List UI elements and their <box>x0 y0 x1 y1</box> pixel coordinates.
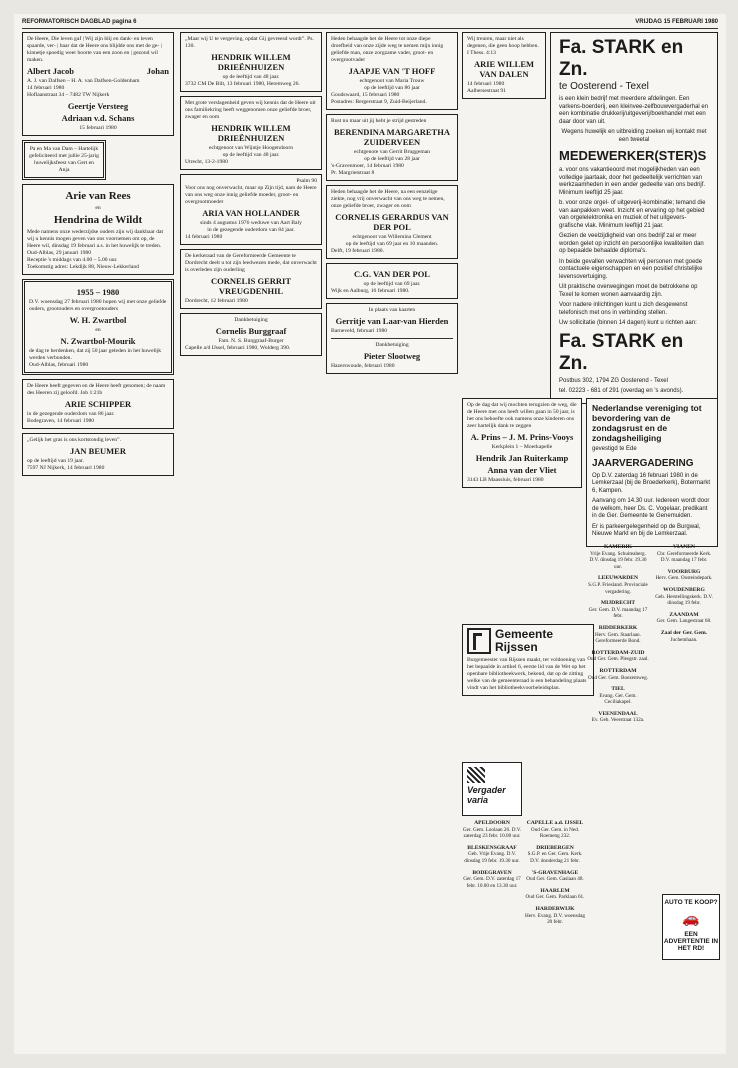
church-text: Ger. Gem. Loolaan 26. D.V. zaterdag 23 febr. 10.00 uur. <box>462 826 522 840</box>
gemeente-title-1: Gemeente <box>495 627 554 641</box>
church-name: CAPELLE a.d. IJSSEL <box>526 820 584 826</box>
thanks-name-2: Hendrik Jan Ruiterkamp <box>475 453 569 463</box>
church-item <box>652 587 716 607</box>
notice-name-vliet: Anna van der Vliet <box>487 465 557 475</box>
obituary-quote: De Heere heeft gegeven en de Heere heeft genomen; de naam des Heeren zij geloofd. Job 1:21b <box>27 383 166 396</box>
thanks-head: Dankbetuiging <box>234 317 268 323</box>
obituary-address: Aalbersestraat 91 <box>467 88 506 94</box>
wedding-address: Toekomstig adres: Lekdijk 88, Nieuw-Lekkerland <box>27 264 139 270</box>
birth-date: 14 februari 1980 <box>27 85 65 91</box>
church-grid <box>586 544 718 729</box>
deceased-spouse: sinds 4 augustus 1976 weduwe van Aart Baly <box>200 220 302 226</box>
obituary-date: 3732 CM De Bilt, 13 februari 1980, Heremweg 26. <box>185 81 300 87</box>
obituary-intro: De kerkeraad van de Gereformeerde Gemeente te Dordrecht deelt u tot zijn leedwezen mede, dat onverwacht is overleden zijn ouderling <box>185 253 317 273</box>
obituary-place: Delft, 19 februari 1980. <box>331 248 384 254</box>
church-col-mid <box>524 820 586 931</box>
stark-wanted: Wegens huwelijk en uitbreiding zoeken wij kontakt met een tweetal <box>561 129 707 143</box>
deceased-spouse: echtgenote van Gerrit Bruggeman <box>354 149 430 155</box>
church-item <box>462 820 522 840</box>
church-text: Oud Ger. Gem. Gaslaan 48. <box>526 876 584 883</box>
thanks-place: Capelle a/d IJssel, februari 1980, Wolderg 390. <box>185 345 291 351</box>
column-4-lower <box>462 398 582 492</box>
obituary-address: Postadres: Bergerstraat 9, Zuid-Beijerland. <box>331 99 427 105</box>
stark-subtitle: te Oosterend - Texel <box>559 81 649 92</box>
church-text: Vrije Evang. Schuiteaberg. D.V. dinsdag 19 febr. 19.30 uur. <box>589 550 647 570</box>
anniversary-years: 1955 – 1980 <box>76 287 120 297</box>
church-name: LEEUWARDEN <box>597 575 639 582</box>
obituary-date: Dordrecht, 12 februari 1980 <box>185 298 248 304</box>
church-name: WOUDENBERG <box>663 586 705 593</box>
church-name: HAARLEM <box>540 887 570 894</box>
obituary-date: Goudswaard, 15 februari 1980 <box>331 92 400 98</box>
vergader-varia-logo <box>462 762 522 816</box>
deceased-age: op de leeftijd van 48 jaar. <box>222 74 280 80</box>
obituary-zuiderveen <box>326 114 458 181</box>
obituary-schipper <box>22 379 174 429</box>
vereniging-text-3: Er is parkeergelegenheid op de Burgwal, Nieuwe Markt en bij de Lemkerzaal. <box>592 523 701 537</box>
deceased-name: ARIE SCHIPPER <box>64 399 132 409</box>
vereniging-title: Nederlandse vereniging tot bevordering van de zondagsrust en de zondagsheiliging <box>592 403 702 443</box>
birth-text: De Heere, Die leven gaf | Wij zijn blij en dank- en leven spaarde, ver- | baar dat de Heere ons blijdde ons met de ge- | kinnetje spoedig weer boorte van een zoon en | gezond wil maken. <box>27 36 162 63</box>
church-name: TIEL <box>611 686 625 693</box>
stark-ad-box <box>550 32 718 404</box>
obituary-intro: Heden behaagde het de Heere tot onze diepe droefheid van onze zijde weg te nemen mijn innig geliefde man, onze zorgzame vader, groot- en overgrootvader <box>331 36 444 63</box>
church-name: ROTTERDAM-ZUID <box>591 649 645 656</box>
vereniging-text: Op D.V. zaterdag 16 februari 1980 in de Lemkerzaal (bij de Broederkerk), Botermarkt 6, Kampen. <box>592 472 711 494</box>
church-text: Herv. Gem. Oosteindepark. <box>655 575 713 582</box>
column-2 <box>180 32 322 1048</box>
groom-name: Arie van Rees <box>65 190 131 202</box>
stark-e: Uit praktische overwegingen moet de betrokkene op Texel te komen wonen aanvaardig zijn. <box>559 284 698 298</box>
church-text: Juchemhaan. <box>670 636 698 643</box>
deceased-name: CORNELIS GERARDUS VAN DER POL <box>335 212 449 232</box>
church-item <box>652 544 716 564</box>
obituary-quote: Wij treuren, maar niet als degenen, die geen hoop hebben. I Thess. 4:13 <box>467 36 539 56</box>
deceased-age: op de leeftijd van 19 jaar. <box>27 458 84 464</box>
church-name: BLESKENSGRAAF <box>467 844 517 851</box>
obituary-place: Utrecht, 13-2-1980 <box>185 159 228 165</box>
obituary-beumer <box>22 433 174 476</box>
deceased-age: op de leeftijd van 86 jaar <box>364 85 420 91</box>
stark-address: Postbus 302, 1794 ZG Oosterend - Texel <box>559 377 668 384</box>
church-item <box>586 711 650 724</box>
thanks-prins <box>462 398 582 488</box>
stark-d: In beide gevallen verwachten wij personen met goede contactuele eigenschappen en een positief christelijke levensovertuiging. <box>559 258 703 280</box>
anniversary-en: en <box>95 327 101 333</box>
church-text: Ger. Gem. D.V. zaterdag 17 febr. 10.00 en 13.30 uur. <box>463 876 521 889</box>
church-item <box>586 575 650 595</box>
page-header <box>22 18 718 29</box>
anniversary-text: Pa en Ma van Dam – Hartelijk gefeliciteerd met jullie 25-jarig huwelijksfeest van Gert en Anja <box>29 146 99 173</box>
obituary-address: Pr. Margrietstraat 8 <box>331 170 375 176</box>
obituary-quote: „Gelijk het gras is ons kortstondig leven”. <box>27 437 121 443</box>
obituary-van-hollander <box>180 174 322 245</box>
stark-role: MEDEWERKER(STER)S <box>559 148 707 163</box>
church-item <box>524 820 586 840</box>
church-item <box>586 625 650 645</box>
church-name: RIDDERKERK <box>598 624 638 631</box>
deceased-age: op de leeftijd van 48 jaar. <box>222 152 280 158</box>
church-item <box>586 650 650 663</box>
birth-notice-1 <box>22 32 174 136</box>
church-name: Zaal der Ger. Gem. <box>660 629 708 636</box>
stark-intro: is een klein bedrijf met meerdere afdelingen. Een varkens-boerderij, een kleinvee-zelfbouwvergaderhal en een kombinatie drukkerij/uitgeverij/boekhandel met een daar door van uit. <box>559 96 709 125</box>
stark-b: b. voor onze orgel- of uitgeverij-kombinatie; temand die van aanpakken weet. Inzicht en ervaring op het gebied van orgelelektronika en muziek of het uitgevers-grafische vlak. Minimum leeftijd 21 jaar. <box>559 200 706 229</box>
thanks-name: A. Prins – J. M. Prins-Vooys <box>470 432 574 442</box>
anniversary-name-2: N. Zwartbol-Mourik <box>60 336 136 346</box>
bride-name: Hendrina de Wildt <box>53 214 143 226</box>
obituary-vreugdenhil <box>180 249 322 309</box>
anniversary-name-1: W. H. Zwartbol <box>69 315 127 325</box>
obituary-address: 7597 NJ Nijkerk, 14 februari 1980 <box>27 465 105 471</box>
church-text: S.G.P. en Ger. Gem. Kerk. D.V. donderdag 21 febr. <box>527 851 583 864</box>
golden-anniversary-notice <box>22 279 174 375</box>
stark-a: a. voor ons vakantieoord met mogelijkheden van een volledige jaartaak, door het gedeeltelijk verrichten van werkzaamheden in een ander gedeelte van ons bedrijf. Minimum leeftijd 25 jaar. <box>559 167 706 196</box>
anniversary-box <box>22 140 106 180</box>
church-text: Geb. Herstellingskerk. D.V. dinsdag 19 febr. <box>655 593 713 607</box>
church-text: Ger. Gem. D.V. maandag 17 febr. <box>588 606 648 620</box>
obituary-date: 14 februari 1980 <box>185 234 223 240</box>
gemeente-title-2: Rijssen <box>495 640 538 654</box>
stark-f: Voor nadere inlichtingen kunt u zich desgewenst telefonisch met ons in verbinding stellen. <box>559 302 688 316</box>
obituary-van-der-pol-2 <box>326 263 458 299</box>
obituary-van-der-pol-1 <box>326 185 458 259</box>
church-text: Oud Ger. Gem. Boezemweg. <box>588 674 648 681</box>
birth-address: Hoflaanstraat 34 – 7482 TW Nijkerk <box>27 92 110 98</box>
church-name: ZAANDAM <box>669 611 699 618</box>
engaged-date: 15 februari 1980 <box>79 125 117 131</box>
notice-address: 3143 LB Maassluis, februari 1980 <box>467 477 544 483</box>
church-text: Chr. Gereformeerde Kerk. D.V. maandag 17 febr. <box>656 550 712 564</box>
obituary-place: Wijk en Aalburg, 16 februari 1980. <box>331 288 410 294</box>
deceased-name: JAAPJE VAN 'T HOFF <box>348 66 436 76</box>
vereniging-sub: gevestigd te Ede <box>592 446 637 452</box>
church-text: Oud Ger. Gem. in Ned. Roemeng 232. <box>530 826 580 840</box>
deceased-age: in de gezegende ouderdom van 86 jaar. <box>27 411 115 417</box>
deceased-name: ARIE WILLEM VAN DALEN <box>473 59 535 79</box>
deceased-name: ARIA VAN HOLLANDER <box>202 208 300 218</box>
vereniging-text-2: Aanvang om 14.30 uur. Iedereen wordt door de welkom, heer Ds. C. Vogelaar, predikant in de Ger. Gemeente te Genemuiden. <box>592 498 710 519</box>
engaged-name-1: Geertje Versteeg <box>67 101 129 111</box>
child-name-2: Johan <box>146 66 169 76</box>
deceased-name: HENDRIK WILLEM DRIEËNHUIZEN <box>211 52 291 72</box>
obituary-intro: Voor ons nog onverwacht, maar op Zijn tijd, nam de Heere van ons weg onze innig geliefde moeder, groot- en overgrootmoeder <box>185 185 317 205</box>
vereniging-ad <box>586 398 718 551</box>
column-4 <box>462 32 546 394</box>
anniversary-intro: D.V. woensdag 27 februari 1980 hopen wij met onze geliefde ouders, grootouders en overgrootouders <box>29 299 167 312</box>
church-grid-col-2 <box>652 544 716 648</box>
stark-title-2: Fa. STARK en Zn. <box>559 330 684 374</box>
autoad-line-1: AUTO TE KOOP? <box>664 899 718 906</box>
church-grid-col-1 <box>586 544 650 729</box>
church-item <box>524 870 586 883</box>
obituary-drieenhuizen-1 <box>180 32 322 92</box>
church-text: Herv. Gem. Staarlaan. Gereformeerde Bond. <box>595 631 641 645</box>
church-col-left <box>462 820 522 894</box>
obituary-van-dalen <box>462 32 546 99</box>
church-name: 'S-GRAVENHAGE <box>531 869 579 876</box>
deceased-name: JAN BEUMER <box>70 446 126 456</box>
child-name-1: Albert Jacob <box>27 66 74 76</box>
church-text: Herv. Evang. D.V. woensdag 20 febr. <box>525 912 585 926</box>
stark-phone: tel. 02223 - 681 of 291 (overdag en 's avonds). <box>559 388 684 394</box>
newspaper-page <box>14 14 726 1054</box>
church-name: VOORBURG <box>667 568 701 575</box>
church-item <box>524 906 586 926</box>
stark-c: Gezien de veelzijdigheid van ons bedrijf zal er meer worden gelet op inzicht en persoonlijke kwaliteiten dan op bepaalde behaalde diploma's. <box>559 233 704 254</box>
deceased-age: op de leeftijd van 69 jaar. <box>363 281 421 287</box>
stark-ad <box>550 32 718 408</box>
church-item <box>586 600 650 620</box>
thanks-address: Kerkplein 1 – Moerkapelle <box>491 444 553 450</box>
gemeente-rijssen <box>462 624 594 696</box>
notice-van-laar <box>326 303 458 374</box>
deceased-name: C.G. VAN DER POL <box>354 269 430 279</box>
deceased-spouse: echtgenoot van Willemina Clement <box>352 234 432 240</box>
header-right: VRIJDAG 15 FEBRUARI 1980 <box>635 19 718 25</box>
church-name: KAMERIK <box>604 544 632 550</box>
church-name: ROTTERDAM <box>599 667 637 674</box>
deceased-age: in de gezegende ouderdom van 84 jaar. <box>207 227 295 233</box>
obituary-intro: Heden behaagde het de Heere, na een eenzelige ziekte, nog vrij onverwacht van ons weg te nemen, onze geliefde broer, zwager en oom <box>331 189 445 209</box>
column-1 <box>22 32 174 1048</box>
header-left: REFORMATORISCH DAGBLAD pagina 6 <box>22 19 137 25</box>
deceased-name: BERENDINA MARGARETHA ZUIDERVEEN <box>334 127 450 147</box>
church-item <box>586 686 650 706</box>
engaged-name-2: Adriaan v.d. Schans <box>61 113 135 123</box>
parents: A. J. van Dalfsen – H. A. van Dalfsen-Goldenham <box>27 78 140 84</box>
church-list <box>462 820 586 931</box>
church-text: Ger. Gem. Langestraat 68. <box>656 618 712 625</box>
notice-name: Gerritje van Laar-van Hierden <box>335 316 449 326</box>
thanks-burggraaf <box>180 313 322 356</box>
stark-title: Fa. STARK en Zn. <box>559 37 684 80</box>
church-item <box>652 569 716 582</box>
deceased-age: op de leeftijd van 69 jaar en 10 maanden. <box>345 241 439 247</box>
deceased-spouse: echtgenoot van Wijntje Hoogendoorn <box>208 145 294 151</box>
anniversary-place: Oud-Alblas, februari 1980 <box>29 362 89 368</box>
church-name: VIANEN <box>672 544 696 550</box>
vereniging-box <box>586 398 718 547</box>
column-3 <box>326 32 458 1048</box>
church-name: BODEGRAVEN <box>472 869 512 876</box>
church-item <box>524 888 586 901</box>
church-item <box>652 612 716 625</box>
wedding-date: Oud-Alblas, 29 januari 1980 <box>27 250 92 256</box>
obituary-intro: Met grote verslagenheid geven wij kennis dat de Heere uit ons familiekring heeft weggenomen onze geliefde broer, zwager en oom <box>185 100 316 120</box>
wedding-reception: Receptie 's middags van 4.00 – 5.00 uur. <box>27 257 118 263</box>
church-item <box>462 870 522 890</box>
church-text: Ev. Geb. Veerstraat 132a. <box>591 717 645 724</box>
obituary-quote: „Maar wij U te vergeving, opdat Gij gevreesd wordt”. Ps. 130. <box>185 36 314 49</box>
church-item <box>462 845 522 865</box>
stripes-icon <box>467 767 485 783</box>
wedding-text: Mede namens onze wederzijdse ouders zijn wij dankbaar dat wij u kennis mogen geven van ons voornemen om op, de Heere wil, dinsdag 19 februari a.s. in het huwelijk te treden. <box>27 229 164 249</box>
church-item <box>586 668 650 681</box>
deceased-name: HENDRIK WILLEM DRIEËNHUIZEN <box>211 123 291 143</box>
obituary-van-t-hoff <box>326 32 458 110</box>
psalm-ref: Psalm 90 <box>296 178 317 184</box>
obituary-date: 14 februari 1980 <box>467 81 505 87</box>
auto-te-koop-ad <box>662 894 720 960</box>
thanks-head: Dankbetuiging <box>375 342 409 348</box>
car-icon: 🚗 <box>682 910 700 926</box>
gemeente-text: Burgemeester van Rijssen maakt, ter voldoening van het bepaalde in artikel 6, eerste lid van de Wet op het openbare bibliotheekwerk, bekend, dat op de zitting welke van de gemeenteraad is een behandeling plaats vindt van het bibliotheekvoorbeleidsplan. <box>467 657 587 691</box>
church-text: Oud Ger. Gem. Parklaan 61. <box>525 894 585 901</box>
church-item <box>586 544 650 570</box>
church-name: APELDOORN <box>474 820 510 826</box>
vereniging-jaar: JAARVERGADERING <box>592 457 694 469</box>
rijssen-logo-icon <box>467 628 491 654</box>
church-name: DRIEBERGEN <box>536 844 574 851</box>
church-name: VEENENDAAL <box>598 710 638 717</box>
church-item <box>524 845 586 865</box>
obituary-place: Bodegraven, 14 februari 1980 <box>27 418 95 424</box>
obituary-date: 's-Gravenmoer, 14 februari 1980 <box>331 163 404 169</box>
deceased-age: op de leeftijd van 28 jaar <box>364 156 420 162</box>
church-text: Geb. Vrije Evang. D.V. dinsdag 19 febr. 19.30 uur. <box>464 851 520 864</box>
deceased-spouse: echtgenoot van Maria Trouw <box>359 78 425 84</box>
thanks-name: Pieter Slootweg <box>363 351 421 361</box>
notice-head: In plaats van kaarten <box>368 307 416 313</box>
church-text: S.G.P. Friesland. Provinciale vergadering. <box>588 581 648 595</box>
thanks-place: Hazerswoude, februari 1980 <box>331 363 395 369</box>
wedding-en: en <box>95 205 101 211</box>
deceased-name: CORNELIS GERRIT VREUGDENHIL <box>210 276 292 296</box>
church-name: MIJDRECHT <box>600 600 636 607</box>
obituary-intro: Rust nu maar uit jij hebt je strijd gestreden <box>331 118 427 124</box>
church-name: HARDERWIJK <box>535 905 575 912</box>
vergader-label: Vergader varia <box>467 785 506 805</box>
church-text: Oud Ger. Gem. Plesgstr. zaal. <box>587 656 649 663</box>
obituary-drieenhuizen-2 <box>180 96 322 170</box>
church-item <box>652 630 716 643</box>
church-text: Evang. Ger. Gem. Ceciliakapel. <box>599 692 637 706</box>
thanks-name: Cornelis Burggraaf <box>215 326 287 336</box>
wedding-notice <box>22 184 174 275</box>
autoad-line-2: EEN ADVERTENTIE IN HET RD! <box>663 931 719 952</box>
notice-place: Barneveld, februari 1980 <box>331 328 388 334</box>
thanks-text: Op de dag dat wij mochten terugzien de weg, die de Heere met ons heeft willen gaan in 50 jaar, is het ons behoefte ook namens onze kinderen ons zeer hartelijk dank te zeggen <box>467 402 577 429</box>
anniversary-text-2: de dag te herdenken, dat zij 50 jaar geleden in het huwelijk werden verbonden. <box>29 348 162 361</box>
stark-g: Uw sollicitatie (binnen 14 dagen) kunt u richten aan: <box>559 320 697 326</box>
thanks-family: Fam. N. S. Burggraaf-Burger <box>218 338 284 344</box>
